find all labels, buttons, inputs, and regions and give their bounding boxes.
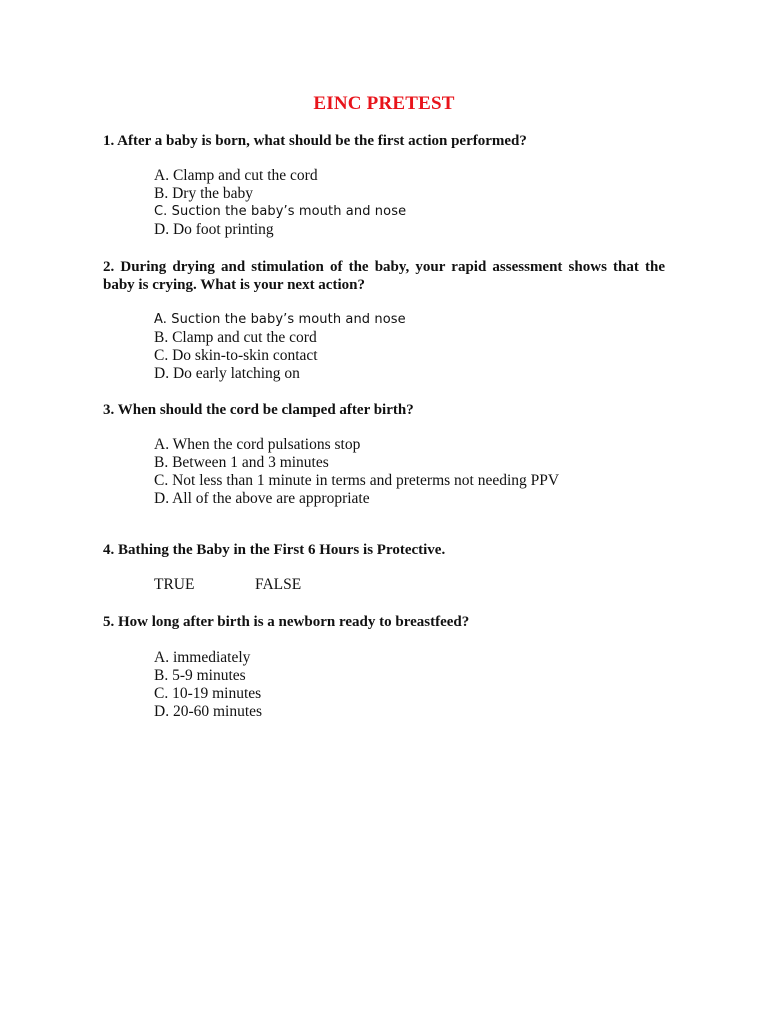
question-4-option-true: TRUE: [154, 576, 195, 593]
question-1-option-b: B. Dry the baby: [154, 185, 254, 202]
question-3: 3. When should the cord be clamped after birth?: [103, 402, 414, 418]
question-2-option-b: B. Clamp and cut the cord: [154, 329, 317, 346]
question-1-option-c: C. Suction the baby’s mouth and nose: [154, 204, 407, 219]
question-5: 5. How long after birth is a newborn ready to breastfeed?: [103, 614, 470, 630]
page-title: EINC PRETEST: [313, 93, 455, 114]
question-5-option-c: C. 10-19 minutes: [154, 685, 262, 702]
question-4: 4. Bathing the Baby in the First 6 Hours is Protective.: [103, 542, 446, 558]
question-5-option-b: B. 5-9 minutes: [154, 667, 246, 684]
question-1: 1. After a baby is born, what should be the first action performed?: [103, 133, 527, 149]
question-3-options: [154, 436, 674, 508]
question-2-options: [154, 311, 674, 383]
question-2-option-a: A. Suction the baby’s mouth and nose: [154, 312, 406, 327]
question-5-options: [154, 649, 674, 721]
question-4-option-false: FALSE: [255, 576, 302, 593]
question-5-option-d: D. 20-60 minutes: [154, 703, 263, 720]
question-3-option-d: D. All of the above are appropriate: [154, 490, 370, 507]
question-5-option-a: A. immediately: [154, 649, 251, 666]
question-2: 2. During drying and stimulation of the baby, your rapid assessment shows that the baby is crying. What is your next action?: [103, 259, 665, 293]
question-3-option-b: B. Between 1 and 3 minutes: [154, 454, 329, 471]
question-3-option-a: A. When the cord pulsations stop: [154, 436, 361, 453]
question-2-option-c: C. Do skin-to-skin contact: [154, 347, 318, 364]
question-1-option-a: A. Clamp and cut the cord: [154, 167, 318, 184]
question-3-option-c: C. Not less than 1 minute in terms and preterms not needing PPV: [154, 472, 560, 489]
question-4-options: [154, 576, 301, 594]
question-1-option-d: D. Do foot printing: [154, 221, 274, 238]
question-1-options: [154, 167, 674, 239]
question-2-option-d: D. Do early latching on: [154, 365, 300, 382]
